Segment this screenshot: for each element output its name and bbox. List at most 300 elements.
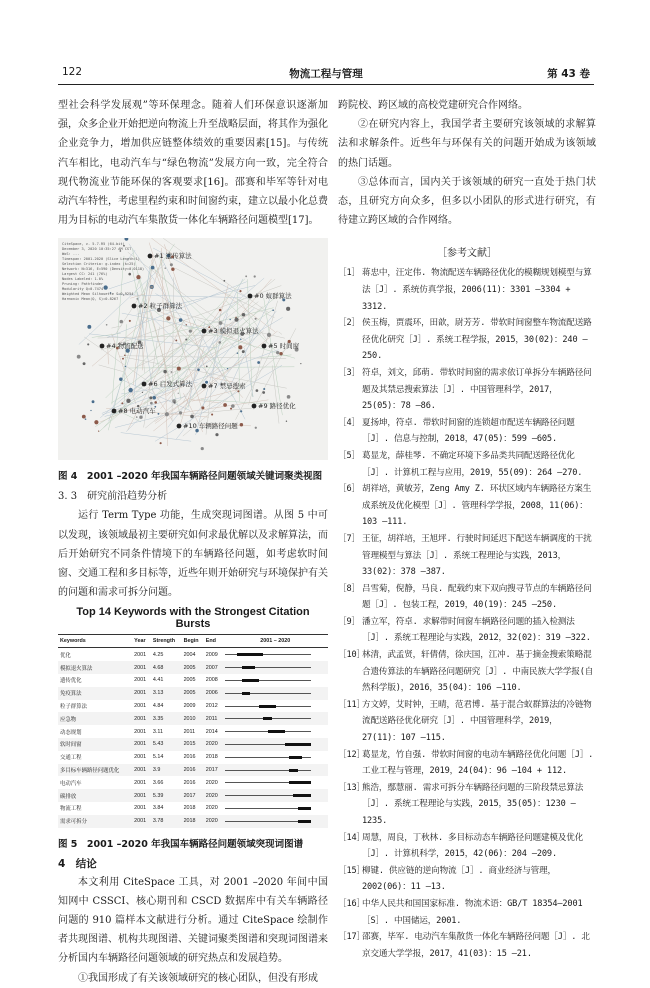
burst-keyword: 电动汽车 [60,780,82,787]
network-node [178,393,179,394]
burst-end: 2020 [204,815,223,828]
burst-bar [225,717,311,720]
burst-segment [263,717,272,720]
burst-begin: 2018 [182,815,204,828]
network-node [175,340,177,342]
network-node [206,366,208,368]
burst-strength: 3.78 [151,815,182,828]
burst-year: 2001 [134,677,147,684]
section-4-heading: 4 结论 [58,857,97,870]
reference-number: ［8］ [338,583,360,594]
figure-4-caption: 图 4 2001 –2020 年我国车辆路径问题领域关键词聚类视图 [58,471,323,483]
network-node [136,417,138,419]
network-node [237,353,239,355]
burst-keyword: 应急物 [58,712,132,725]
left-paragraph-3: 本文利用 CiteSpace 工具，对 2001 –2020 年间中国知网中 CSSCI、核心期刊和 CSCD 数据库中有关车辆路径问题的 910 篇样本文献进行分析。通过 CiteSpace 绘制作者共现图谱、机构共现图谱、关键词聚类图谱和突现词图谱来分析国内车辆路径问题领域的研究热点和发展趋势。 [58,876,328,965]
burst-timeline [223,802,328,815]
network-node [223,280,225,282]
burst-year: 2001 [134,651,147,658]
cluster-label: #10 车辆路径问题 [183,422,238,431]
burst-begin: 2016 [182,764,204,777]
burst-keyword: 动态规划 [60,729,82,736]
burst-strength: 3.35 [151,712,182,725]
network-node [164,268,166,270]
cluster-label: #4 物流配送 [106,342,144,351]
reference-number: ［14］ [338,832,365,843]
burst-timeline [223,776,328,789]
burst-end: 2012 [205,703,218,710]
journal-title: 物流工程与管理 [289,68,363,80]
burst-bar [225,730,311,733]
network-node [170,264,173,267]
reference-text: 胡祥培，黄敏芳，Zeng Amy Z. 环状区域内车辆路径方案生成系统及优化模型［J］. 管理科学学报，2008，11(06)：103 –111. [362,484,592,528]
network-node [255,318,257,320]
burst-row [58,738,328,751]
network-node [87,344,89,346]
burst-keyword: 模拟退火算法 [58,661,132,674]
burst-strength: 5.14 [152,754,164,761]
reference-number: ［11］ [338,699,365,710]
burst-segment [298,807,311,810]
network-node [237,391,239,393]
network-node [90,410,91,411]
network-node [165,413,169,417]
burst-bar [225,794,311,797]
network-node [106,324,108,326]
burst-strength: 4.41 [152,677,164,684]
burst-row [58,789,328,802]
right-column [338,96,596,962]
keyword-cluster-figure [58,238,328,460]
burst-timeline [223,700,328,713]
reference-number: ［5］ [338,450,360,461]
page-number: 122 [62,66,83,78]
burst-timeline [223,648,328,661]
network-edge [111,350,196,403]
burst-timeline [223,674,328,687]
burst-keyword: 需求可拆分 [58,815,132,828]
cluster-label: #2 粒子群算法 [138,302,183,311]
right-paragraph-2: ②在研究内容上，我国学者主要研究该领域的求解算法和求解条件。近些年与环保有关的问题开始成为该领域的热门话题。 [338,119,596,169]
burst-bar [225,692,311,695]
left-paragraph-1: 型社会科学发展观”等环保理念。随着人们环保意识逐渐加强，众多企业开始把逆向物流上升至战略层面，将其作为强化企业竞争力，增加供应链整体绩效的重要因素[15]。与传统汽车相比，电动汽车与“绿色物流”发展方向一致，完全符合现代物流业节能环保的客观要求[16]。邵赛和毕军等针对电动汽车特性，考虑里程约束和时间窗约束，建立以最小化总费用为目标的电动汽车集散货一体化车辆路径问题模型[17]。 [58,100,328,227]
network-node [262,392,265,395]
burst-begin: 2005 [182,687,204,700]
network-edge [185,338,226,411]
burst-table-title: Top 14 Keywords with the Strongest Citation Bursts [76,606,310,631]
burst-keyword: 软时间窗 [58,738,132,751]
references-heading: ［参考文献］ [437,248,497,260]
burst-keyword: 粒子群算法 [60,704,87,711]
burst-baseline [225,667,311,668]
burst-strength: 4.84 [152,703,164,710]
network-node [245,276,247,278]
burst-year: 2001 [132,738,151,751]
reference-item [338,415,596,448]
network-node [230,408,232,410]
left-paragraph-2: 运行 Term Type 功能，生成突现词图谱。从图 5 中可以发现，该领域最初主要研究如何求最优解以及求解算法，而后开始研究不同条件情境下的车辆路径问题，如考虑软时间窗、交通工程和多目标等，近些年则开始研究与环境保护有关的问题和需求可拆分问题。 [58,510,328,599]
burst-segment [259,705,276,708]
burst-segment [289,781,311,784]
burst-segment [289,769,298,772]
burst-baseline [225,680,311,681]
citespace-meta: CiteSpace, v. 5.7.R5 (64-bit) December 3, 2020 10:35:27 AM CST WoS: ... Timespan: 2001-2020 (Slice Length=1) Selection Criteria: g-index (k=25) Network: N=316, E=590 (Density=0.0118) Largest CC: 241 (76%) Nodes Labeled: 1.0% Pruning: Pathfinder Modularity Q=0.7474 Weighted Mean Silhouette S=0.9254 Harmonic Mean(Q, S)=0.8267 [62,242,145,302]
reference-text: 熊浩，鄢慧丽. 需求可拆分车辆路径问题的三阶段禁忌算法［J］. 系统工程理论与实践，2015，35(05)：1230 –1235. [362,782,584,827]
burst-row [58,725,328,738]
burst-segment [298,820,311,823]
burst-year: 2001 [132,712,151,725]
network-node [151,266,155,270]
network-node [234,318,238,322]
network-node [219,309,222,312]
burst-year: 2001 [134,754,147,761]
cluster-label: #7 禁忌搜索 [208,382,246,391]
network-node [177,367,181,371]
reference-item [338,315,596,365]
reference-item [338,481,596,531]
burst-strength: 5.39 [151,789,182,802]
reference-text: 蒋忠中，汪定伟. 物流配送车辆路径优化的模糊规划模型与算法［J］. 系统仿真学报，2006(11)：3301 –3304 + 3312. [362,268,592,312]
figure-5-caption: 图 5 2001 –2020 年我国车辆路径问题领域突现词图谱 [58,838,304,850]
reference-number: ［6］ [338,484,360,495]
reference-number: ［3］ [338,367,360,378]
network-node [238,346,242,350]
reference-text: 侯玉梅，贾震环，田歆，尉芳芳. 带软时间窗整车物流配送路径优化研究［J］. 系统工程学报，2015，30(02)：240 –250. [362,318,592,362]
network-node [185,339,187,341]
network-node [87,325,91,329]
right-paragraph-1: 跨院校、跨区域的高校党建研究合作网络。 [338,100,528,111]
network-node [263,388,265,390]
burst-end: 2020 [204,789,223,802]
burst-keyword: 遗传优化 [60,678,82,685]
reference-text: 柳键. 供应链的逆向物流［J］. 商业经济与管理，2002(06)：11 –13. [362,865,556,893]
cluster-label: #5 时间窗 [268,342,300,351]
burst-row [58,700,328,713]
cluster-hub [202,384,207,389]
network-node [171,268,174,271]
network-edge [219,285,228,321]
network-node [254,276,256,278]
network-node [218,341,221,344]
network-node [239,290,241,292]
network-node [83,363,86,366]
burst-begin: 2009 [183,703,196,710]
network-node [229,319,230,320]
reference-text: 符卓，刘文，邱萌. 带软时间窗的需求依订单拆分车辆路径问题及其禁忌搜索算法［J］. 中国管理科学，2017，25(05)：78 –86. [362,367,592,412]
network-node [82,415,86,419]
cluster-hub [177,424,182,429]
network-node [215,433,218,436]
network-node [211,414,213,416]
burst-row [58,751,328,764]
network-node [94,421,98,425]
burst-row [58,802,328,815]
network-node [153,396,156,399]
col-keywords: Keywords [58,635,132,648]
burst-keyword: 优化 [60,652,71,659]
burst-end: 2020 [204,738,223,751]
burst-strength: 3.66 [152,779,164,786]
reference-item [338,647,596,697]
cluster-hub [132,304,137,309]
network-node [189,330,192,333]
burst-timeline [223,815,328,828]
burst-begin: 2005 [183,677,196,684]
reference-item [338,697,596,747]
network-node [255,427,257,429]
burst-end: 2014 [205,728,218,735]
reference-number: ［9］ [338,616,360,627]
network-node [287,395,291,399]
page-header [58,66,594,82]
reference-text: 夏扬坤，符卓. 带软时间窗的连锁超市配送车辆路径问题［J］. 信息与控制，2018，47(05)：599 –605. [362,417,575,445]
network-node [124,238,128,241]
burst-bar [225,756,311,759]
burst-end: 2020 [205,779,218,786]
burst-row [58,712,328,725]
network-node [179,412,182,415]
burst-table-body [58,648,328,828]
burst-row [58,661,328,674]
burst-begin: 2004 [183,651,196,658]
network-node [122,358,124,360]
burst-begin: 2005 [182,661,204,674]
network-node [149,397,152,400]
burst-keyword: 碳排放 [58,789,132,802]
network-node [240,423,243,426]
reference-number: ［15］ [338,865,365,876]
burst-keyword: 多目标车辆路径问题优化 [58,764,132,777]
network-node [240,411,242,413]
burst-table [58,634,328,827]
network-node [166,317,170,321]
network-node [257,362,260,365]
network-node [125,366,126,367]
burst-segment [285,743,311,746]
reference-item [338,929,596,962]
network-node [242,313,246,317]
burst-bar [225,781,311,784]
network-node [174,402,176,404]
network-node [121,403,123,405]
burst-bar [225,679,311,682]
reference-text: 葛显龙，竹自强. 带软时间窗的电动车辆路径优化问题［J］. 工业工程与管理，2019，24(04)：96 –104 + 112. [362,749,594,777]
burst-timeline [223,751,328,764]
reference-item [338,747,596,780]
network-node [119,320,123,324]
network-node [219,322,223,326]
reference-item [338,780,596,830]
burst-bar [225,807,311,810]
col-year: Year [132,635,151,648]
col-end: End [204,635,223,648]
network-node [92,401,95,404]
reference-number: ［17］ [338,932,365,943]
burst-timeline [223,712,328,725]
burst-timeline [223,661,328,674]
network-edge [99,365,124,372]
burst-year: 2001 [132,764,151,777]
burst-bar [225,820,311,823]
network-node [279,352,282,355]
burst-year: 2001 [134,805,147,812]
reference-text: 吕雪菊，倪静，马良. 配载约束下双向搜寻节点的车辆路径问题［J］. 包装工程，2019，40(19)：245 –250. [362,583,592,611]
burst-begin: 2016 [183,779,196,786]
reference-item [338,265,596,315]
burst-year: 2001 [132,789,151,802]
burst-bar [225,653,311,656]
burst-year: 2001 [134,703,147,710]
burst-strength: 4.25 [152,651,164,658]
burst-end: 2008 [205,677,218,684]
burst-row [58,687,328,700]
network-node [163,370,166,373]
burst-baseline [225,770,311,771]
burst-begin: 2011 [183,728,196,735]
reference-number: ［13］ [338,782,365,793]
network-node [77,355,81,359]
reference-item [338,896,596,929]
burst-table-header-row [58,635,328,648]
volume-label: 第 43 卷 [547,68,590,80]
burst-strength: 4.68 [151,661,182,674]
network-node [150,286,153,289]
reference-text: 林清，武孟贤，轩倩倩，徐庆国，江冲. 基于摘金搜索策略混合遗传算法的车辆路径问题研究［J］. 中南民族大学学报(自然科学版)，2016，35(04)：106 –110. [362,650,594,694]
network-edge [279,332,282,335]
burst-year: 2001 [134,728,147,735]
network-node [201,407,204,410]
reference-text: 潘立军，符卓. 求解带时间窗车辆路径问题的插入检测法［J］. 系统工程理论与实践，2012，32(02)：319 –322. [362,616,591,644]
burst-bar [225,666,311,669]
burst-year: 2001 [132,661,151,674]
network-node [142,392,143,393]
burst-begin: 2010 [182,712,204,725]
cluster-label: #9 路径优化 [258,402,296,411]
cluster-hub [142,382,147,387]
burst-keyword: 物流工程 [60,806,82,813]
network-node [128,388,132,392]
cluster-hub [148,254,153,259]
cluster-label: #3 模拟退火算法 [208,327,259,336]
reference-number: ［7］ [338,533,360,544]
burst-keyword: 交通工程 [60,755,82,762]
network-node [201,447,204,450]
network-node [286,421,287,422]
burst-segment [242,666,255,669]
cluster-hub [248,294,253,299]
network-node [231,405,235,409]
network-node [126,399,130,403]
left-paragraph-4: ①我国形成了有关该领域研究的核心团队，但没有形成 [78,972,318,984]
network-node [223,404,227,408]
network-node [272,310,274,312]
cluster-hub [100,344,105,349]
section-3-3-heading: 3. 3 研究前沿趋势分析 [58,491,168,503]
left-column [58,96,328,988]
reference-item [338,448,596,481]
network-node [242,351,245,354]
burst-begin: 2018 [183,805,196,812]
burst-bar [225,769,311,772]
col-strength: Strength [151,635,182,648]
burst-timeline [223,687,328,700]
burst-row [58,674,328,687]
cluster-hub [262,344,267,349]
burst-strength: 3.11 [152,728,163,735]
burst-end: 2006 [204,687,223,700]
burst-end: 2020 [205,805,218,812]
burst-begin: 2017 [182,789,204,802]
reference-text: 王征，胡祥培，王旭坪. 行驶时间延迟下配送车辆调度的干扰管理模型与算法［J］. 系统工程理论与实践，2013，33(02)：378 –387. [362,533,592,578]
network-node [227,368,228,369]
cluster-label: #0 蚁群算法 [254,292,292,301]
reference-list [338,265,596,962]
network-node [300,363,301,364]
burst-segment [293,794,310,797]
citation-burst-figure [58,606,328,827]
burst-end: 2011 [204,712,223,725]
burst-strength: 5.43 [151,738,182,751]
burst-timeline [223,789,328,802]
reference-text: 邵赛，毕军. 电动汽车集散货一体化车辆路径问题［J］. 北京交通大学学报，2017，41(03)：15 –21. [362,932,590,959]
burst-end: 2018 [205,754,218,761]
right-paragraph-3: ③总体而言，国内关于该领域的研究一直处于热门状态，且研究方向众多，但多以小团队的形式进行研究，有待建立跨区域的合作网络。 [338,176,596,227]
burst-row [58,815,328,828]
reference-item [338,365,596,415]
reference-number: ［2］ [338,318,360,329]
cluster-hub [112,409,117,414]
reference-item [338,581,596,614]
network-node [286,307,290,311]
burst-bar [225,705,311,708]
burst-begin: 2015 [182,738,204,751]
burst-row [58,648,328,661]
reference-item [338,614,596,647]
network-node [256,390,259,393]
reference-number: ［4］ [338,417,360,428]
burst-timeline [223,764,328,777]
reference-number: ［16］ [338,898,365,909]
burst-year: 2001 [134,779,147,786]
network-edge [191,408,252,414]
network-node [154,402,157,405]
burst-baseline [225,693,311,694]
burst-strength: 3.13 [151,687,182,700]
burst-end: 2009 [205,651,218,658]
reference-number: ［1］ [338,268,360,279]
burst-row [58,764,328,777]
burst-keyword: 免疫算法 [58,687,132,700]
network-node [240,339,241,340]
reference-text: 方文婷，艾时钟，王晴，范君博. 基于混合蚁群算法的冷链物流配送路径优化研究［J］. 中国管理科学，2019，27(11)：107 –115. [362,699,592,744]
reference-text: 周慧，周良，丁秋林. 多目标动态车辆路径问题建模及优化［J］. 计算机科学，2015，42(06)：204 –209. [362,832,584,860]
burst-segment [242,692,251,695]
cluster-label: #8 电动汽车 [118,407,156,416]
burst-timeline [223,738,328,751]
network-node [276,351,279,354]
reference-text: 葛显龙，薛桂琴. 不确定环境下多品类共同配送路径优化［J］. 计算机工程与应用，2019，55(09)：264 –270. [362,450,583,478]
network-node [139,416,142,419]
burst-strength: 3.9 [151,764,182,777]
network-node [98,431,99,432]
network-node [190,415,194,419]
reference-item [338,863,596,896]
network-node [160,443,162,445]
cluster-label: #1 遗传算法 [154,252,192,261]
network-node [186,325,187,326]
network-node [124,355,126,357]
burst-segment [237,653,263,656]
